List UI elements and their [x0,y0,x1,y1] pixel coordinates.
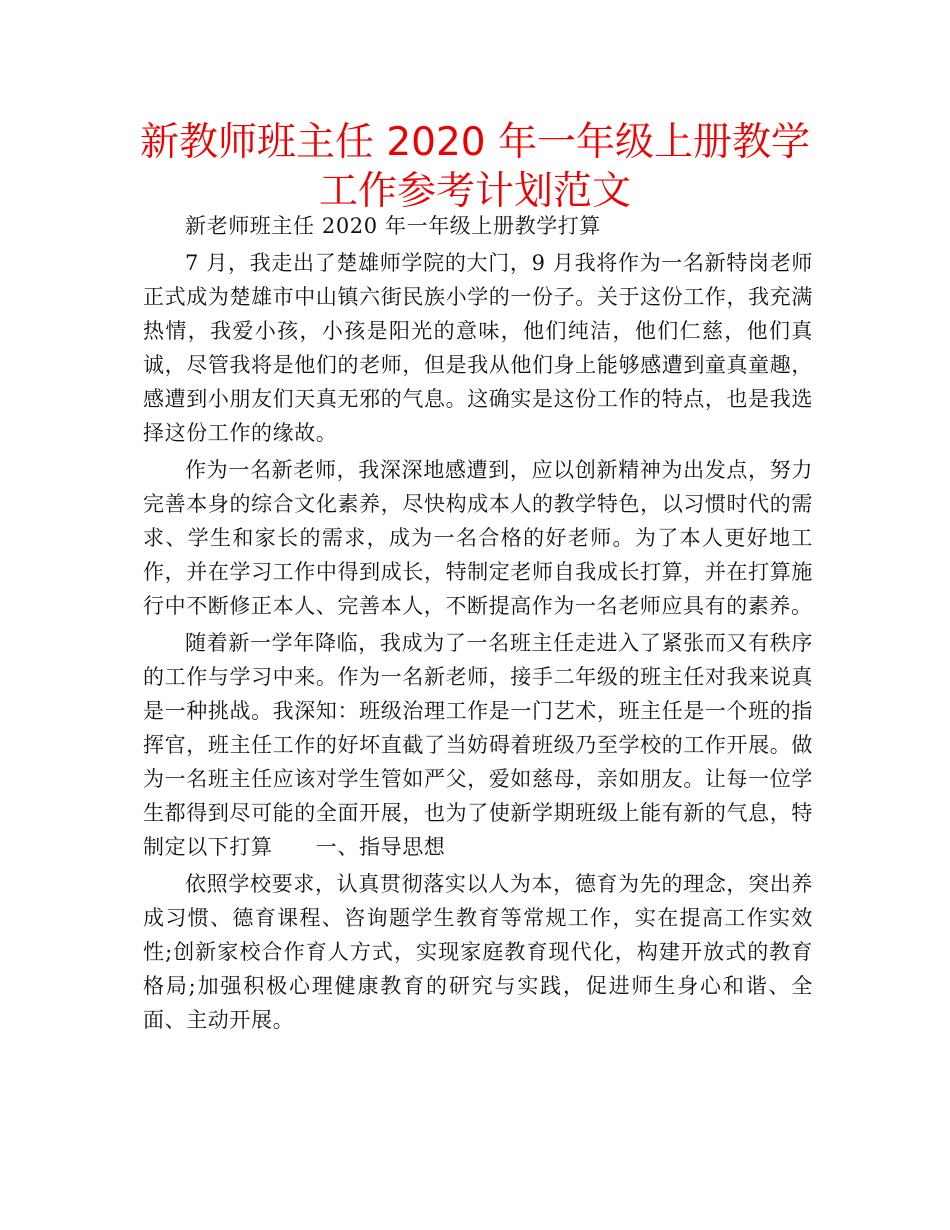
paragraph-4: 依照学校要求，认真贯彻落实以人为本，德育为先的理念，突出养成习惯、德育课程、咨询题学生教育等常规工作，实在提高工作实效性;创新家校合作育人方式，实现家庭教育现代化，构建开放式的教育格局;加强积极心理健康教育的研究与实践，促进师生身心和谐、全面、主动开展。 [143,872,813,1032]
paragraph-2: 作为一名新老师，我深深地感遭到，应以创新精神为出发点，努力完善本身的综合文化素养，尽快构成本人的教学特色，以习惯时代的需求、学生和家长的需求，成为一名合格的好老师。为了本人更好地工作，并在学习工作中得到成长，特制定老师自我成长打算，并在打算施行中不断修正本人、完善本人，不断提高作为一名老师应具有的素养。 [143,458,813,618]
paragraph-1: 7 月，我走出了楚雄师学院的大门，9 月我将作为一名新特岗老师正式成为楚雄市中山镇六街民族小学的一份子。关于这份工作，我充满热情，我爱小孩，小孩是阳光的意味，他们纯洁，他们仁慈，他们真诚，尽管我将是他们的老师，但是我从他们身上能够感遭到童真童趣，感遭到小朋友们天真无邪的气息。这确实是这份工作的特点，也是我选择这份工作的缘故。 [143,251,813,445]
document-title: 新教师班主任 2020 年一年级上册教学工作参考计划范文 [139,120,811,214]
paragraph-3: 随着新一学年降临，我成为了一名班主任走进入了紧张而又有秩序的工作与学习中来。作为一名新老师，接手二年级的班主任对我来说真是一种挑战。我深知：班级治理工作是一门艺术，班主任是一个班的指挥官，班主任工作的好坏直截了当妨碍着班级乃至学校的工作开展。做为一名班主任应该对学生管如严父，爱如慈母，亲如朋友。让每一位学生都得到尽可能的全面开展，也为了使新学期班级上能有新的气息，特制定以下打算 一、指导思想 [143,631,813,859]
document-subtitle: 新老师班主任 2020 年一年级上册教学打算 [185,214,601,238]
document-body [143,209,813,1040]
